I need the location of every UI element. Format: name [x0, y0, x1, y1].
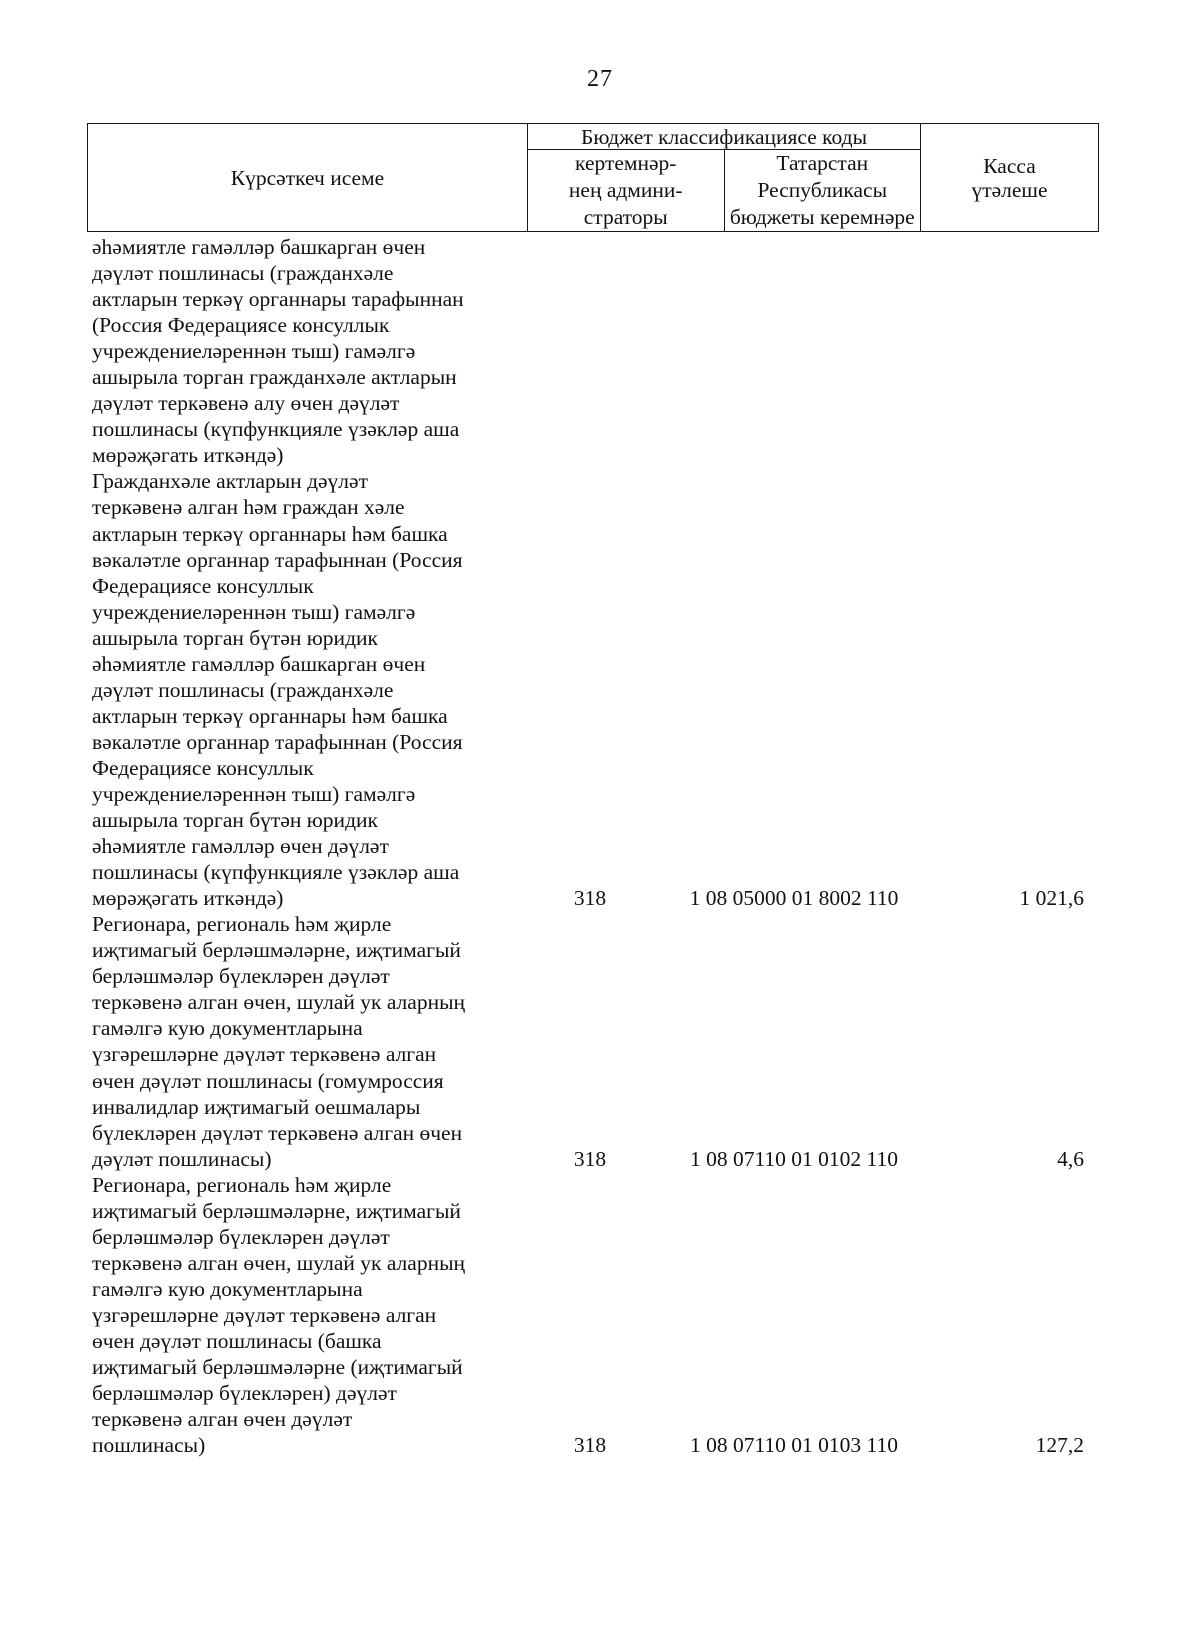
header-revenue-line-1: Татарстан: [776, 151, 869, 175]
revenue-code: 1 08 07110 01 0103 110: [689, 1433, 899, 1458]
table-row: [92, 468, 1102, 911]
indicator-name-line: теркәвенә алган өчен дәүләт: [92, 1407, 353, 1432]
indicator-name-line: дәүләт теркәвенә алу өчен дәүләт: [92, 391, 400, 416]
indicator-name-line: Регионара, региональ һәм җирле: [92, 1172, 392, 1197]
indicator-name-line: әһәмиятле гамәлләр башкарган өчен: [92, 235, 426, 259]
indicator-name-line: теркәвенә алган өчен, шулай ук аларның: [92, 1250, 466, 1275]
indicator-name-line: берләшмәләр бүлекләрен) дәүләт: [92, 1381, 397, 1406]
indicator-name-line: өчен дәүләт пошлинасы (башка: [92, 1328, 382, 1353]
table-header: [87, 123, 1099, 232]
administrator-code: 318: [573, 1433, 607, 1458]
cash-amount: 4,6: [1057, 1146, 1084, 1171]
indicator-name-line: пошлинасы): [92, 1433, 206, 1458]
indicator-name-line: берләшмәләр бүлекләрен дәүләт: [92, 964, 390, 989]
header-admin-line-1: кертемнәр-: [575, 151, 677, 175]
indicator-name-line: әһәмиятле гамәлләр башкарган өчен: [92, 651, 426, 676]
table-body: [92, 234, 1102, 1458]
revenue-code: 1 08 05000 01 8002 110: [689, 886, 899, 911]
indicator-name-line: иҗтимагый берләшмәләрне, иҗтимагый: [92, 1198, 461, 1223]
cash-amount: 1 021,6: [1019, 886, 1084, 911]
header-revenue-line-3: бюджеты керемнәре: [729, 205, 915, 229]
administrator-code: 318: [573, 1146, 607, 1171]
indicator-name-line: өчен дәүләт пошлинасы (гомумроссия: [92, 1068, 444, 1093]
indicator-name: [92, 234, 505, 468]
indicator-name-line: иҗтимагый берләшмәләрне (иҗтимагый: [92, 1355, 463, 1380]
indicator-name-line: үзгәрешләрне дәүләт теркәвенә алган: [92, 1042, 437, 1067]
header-revenue-column: [724, 150, 921, 232]
header-admin-line-2: нең админи-: [568, 178, 683, 202]
table-row: [92, 234, 1102, 468]
indicator-name-line: гамәлгә кую документларына: [92, 1276, 363, 1301]
indicator-name-line: мөрәҗәгать иткәндә): [92, 443, 284, 468]
table-row: [92, 1172, 1102, 1459]
indicator-name: [92, 468, 505, 911]
header-budget-codes: Бюджет классификациясе коды: [528, 124, 921, 150]
indicator-name-line: бүлекләрен дәүләт теркәвенә алган өчен: [92, 1120, 463, 1145]
cash-amount: 127,2: [1035, 1433, 1084, 1458]
header-cash-column: [921, 124, 1099, 232]
indicator-name-line: вәкаләтле органнар тарафыннан (Россия: [92, 547, 463, 572]
indicator-name-line: ашырыла торган бүтән юридик: [92, 625, 378, 650]
indicator-name: [92, 1172, 505, 1459]
indicator-name-line: Гражданхәле актларын дәүләт: [92, 469, 368, 494]
header-admin-line-3: страторы: [583, 205, 668, 229]
indicator-name-line: берләшмәләр бүлекләрен дәүләт: [92, 1224, 390, 1249]
indicator-name-line: дәүләт пошлинасы (гражданхәле: [92, 261, 394, 286]
indicator-name-line: учреждениеләреннән тыш) гамәлгә: [92, 781, 416, 806]
indicator-name-line: актларын теркәү органнары тарафыннан: [92, 287, 464, 312]
header-cash-line-2: үтәлеше: [971, 177, 1048, 202]
indicator-name-line: гамәлгә кую документларына: [92, 1016, 363, 1041]
indicator-name-line: теркәвенә алган өчен, шулай ук аларның: [92, 990, 466, 1015]
revenue-code: 1 08 07110 01 0102 110: [689, 1146, 899, 1171]
indicator-name-line: инвалидлар иҗтимагый оешмалары: [92, 1094, 421, 1119]
indicator-name-line: теркәвенә алган һәм граждан хәле: [92, 495, 405, 520]
header-cash-line-1: Касса: [983, 153, 1036, 178]
indicator-name-line: ашырыла торган гражданхәле актларын: [92, 365, 457, 390]
indicator-name-line: пошлинасы (күпфункцияле үзәкләр аша: [92, 417, 460, 442]
indicator-name-line: вәкаләтле органнар тарафыннан (Россия: [92, 729, 463, 754]
indicator-name-line: (Россия Федерациясе консуллык: [92, 313, 390, 338]
indicator-name-line: Федерациясе консуллык: [92, 755, 314, 780]
indicator-name-line: үзгәрешләрне дәүләт теркәвенә алган: [92, 1302, 437, 1327]
indicator-name-line: мөрәҗәгать иткәндә): [92, 886, 284, 911]
indicator-name-line: актларын теркәү органнары һәм башка: [92, 703, 448, 728]
indicator-name-line: дәүләт пошлинасы): [92, 1146, 272, 1171]
indicator-name-line: Федерациясе консуллык: [92, 573, 314, 598]
administrator-code: 318: [573, 886, 607, 911]
indicator-name-line: әһәмиятле гамәлләр өчен дәүләт: [92, 834, 389, 859]
indicator-name-line: актларын теркәү органнары һәм башка: [92, 521, 448, 546]
header-name-column: Күрсәткеч исеме: [88, 124, 528, 232]
indicator-name-line: Регионара, региональ һәм җирле: [92, 912, 392, 937]
indicator-name-line: пошлинасы (күпфункцияле үзәкләр аша: [92, 860, 460, 885]
indicator-name: [92, 911, 505, 1171]
indicator-name-line: ашырыла торган бүтән юридик: [92, 808, 378, 833]
header-admin-column: [528, 150, 725, 232]
table-row: [92, 911, 1102, 1171]
page-number: 27: [587, 66, 613, 92]
indicator-name-line: дәүләт пошлинасы (гражданхәле: [92, 677, 394, 702]
header-revenue-line-2: Республикасы: [757, 178, 888, 202]
indicator-name-line: учреждениеләреннән тыш) гамәлгә: [92, 599, 416, 624]
indicator-name-line: учреждениеләреннән тыш) гамәлгә: [92, 339, 416, 364]
indicator-name-line: иҗтимагый берләшмәләрне, иҗтимагый: [92, 938, 461, 963]
